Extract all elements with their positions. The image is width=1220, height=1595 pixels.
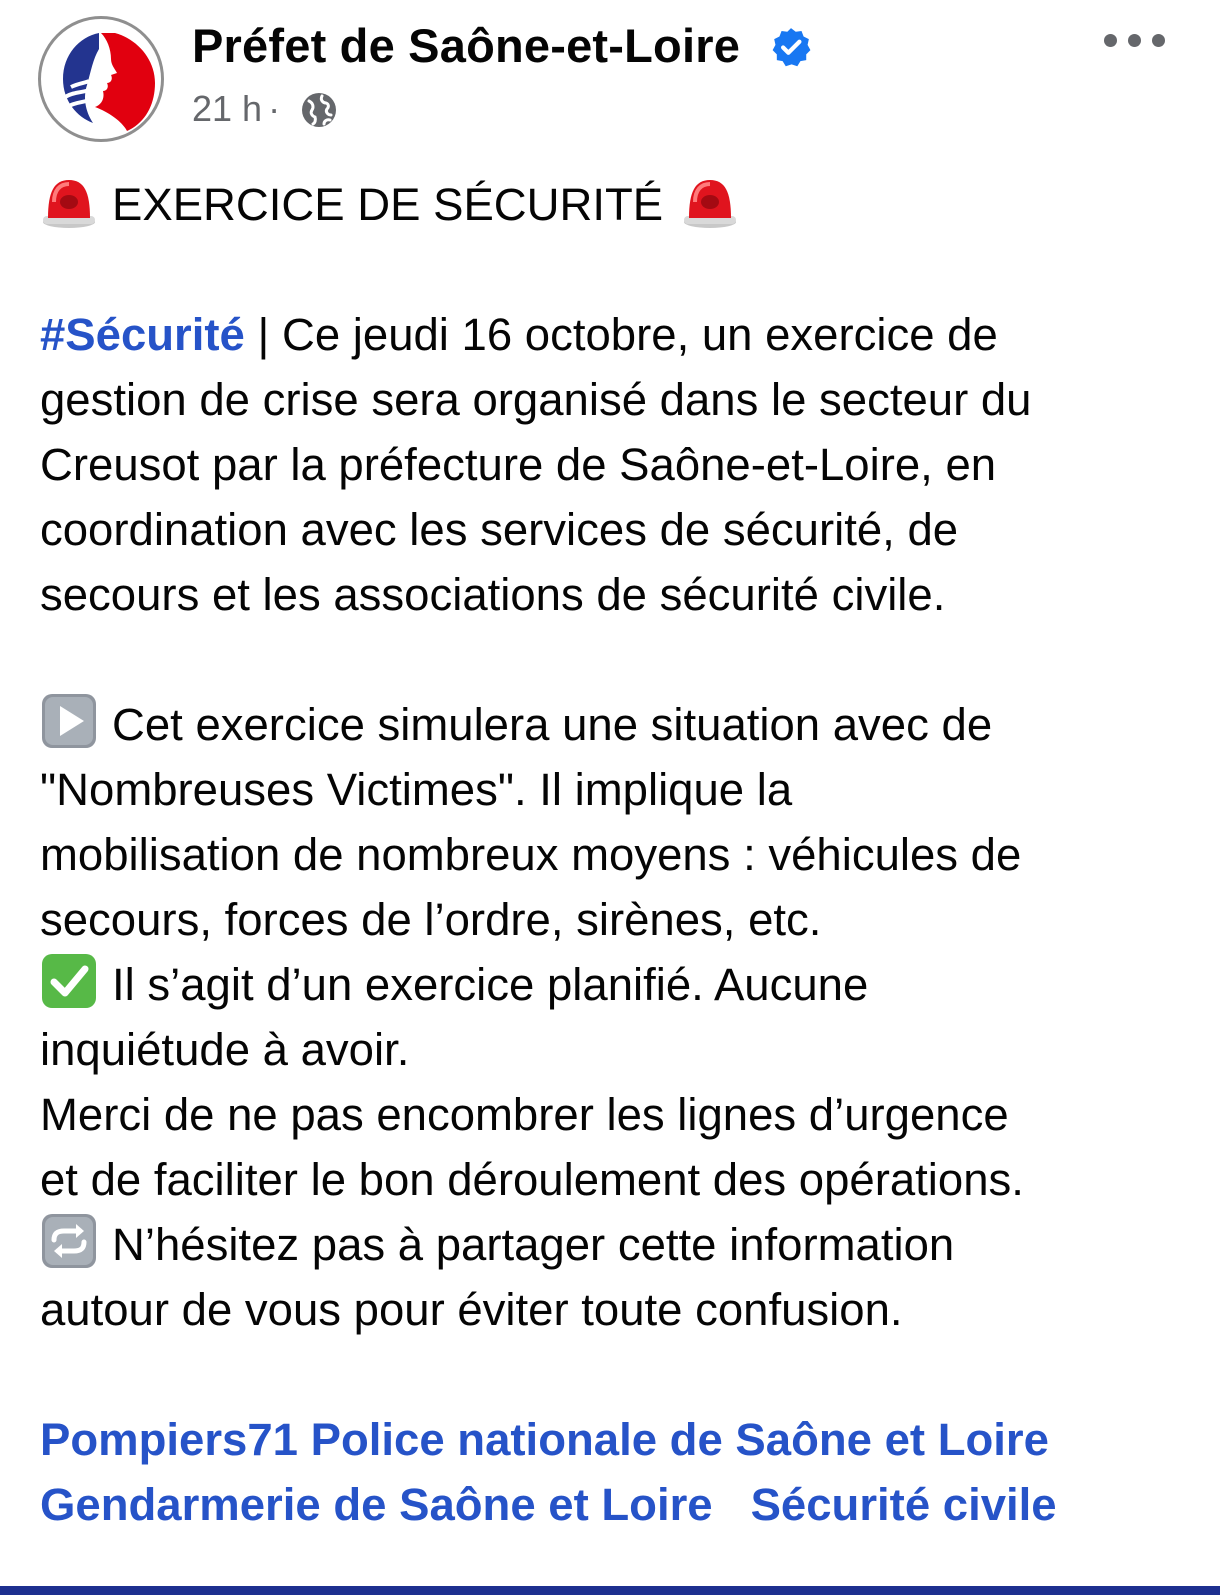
paragraph-text: Il s’agit d’un exercice planifié. Aucune (112, 959, 869, 1010)
paragraph-line (40, 302, 1200, 367)
post-title-line (40, 172, 1200, 237)
police-light-icon (40, 172, 98, 230)
mentions-line (40, 1472, 1200, 1537)
meta-separator: · (268, 88, 281, 129)
mentions-line (40, 1407, 1200, 1472)
page-avatar[interactable] (38, 16, 164, 142)
paragraph-line: et de faciliter le bon déroulement des opérations. (40, 1154, 1024, 1205)
paragraph-line: Creusot par la préfecture de Saône-et-Loire, en (40, 439, 997, 490)
page-name[interactable]: Préfet de Saône-et-Loire (192, 19, 741, 72)
paragraph-line: Merci de ne pas encombrer les lignes d’urgence (40, 1089, 1009, 1140)
post-title: EXERCICE DE SÉCURITÉ (112, 179, 664, 230)
police-light-icon (681, 172, 739, 230)
hashtag-link[interactable]: #Sécurité (40, 309, 245, 360)
check-mark-icon (40, 952, 98, 1010)
paragraph-line: secours, forces de l’ordre, sirènes, etc. (40, 894, 822, 945)
paragraph-text: N’hésitez pas à partager cette information (112, 1219, 955, 1270)
paragraph-line (40, 952, 1200, 1017)
paragraph-line (40, 1212, 1200, 1277)
paragraph-line: mobilisation de nombreux moyens : véhicules de (40, 829, 1022, 880)
paragraph-text: Cet exercice simulera une situation avec de (112, 699, 993, 750)
paragraph-line (40, 692, 1200, 757)
paragraph-line: "Nombreuses Victimes". Il implique la (40, 764, 793, 815)
verified-badge-icon (770, 26, 812, 68)
paragraph-line: inquiétude à avoir. (40, 1024, 410, 1075)
paragraph-line: gestion de crise sera organisé dans le secteur du (40, 374, 1032, 425)
paragraph-line: autour de vous pour éviter toute confusion. (40, 1284, 903, 1335)
more-options-icon[interactable] (1104, 30, 1168, 52)
mention-link[interactable]: Police nationale de Saône et Loire (310, 1414, 1049, 1465)
post-header (0, 0, 1220, 150)
post-body (40, 172, 1200, 1537)
mention-link[interactable]: Sécurité civile (750, 1479, 1057, 1530)
play-button-icon (40, 692, 98, 750)
repeat-icon (40, 1212, 98, 1270)
paragraph-text: | Ce jeudi 16 octobre, un exercice de (244, 309, 998, 360)
bottom-divider (0, 1586, 1220, 1595)
post-timestamp[interactable]: 21 h (192, 88, 263, 129)
paragraph-line: secours et les associations de sécurité civile. (40, 569, 946, 620)
mention-link[interactable]: Gendarmerie de Saône et Loire (40, 1479, 713, 1530)
mention-link[interactable]: Pompiers71 (40, 1414, 298, 1465)
paragraph-line: coordination avec les services de sécurité, de (40, 504, 959, 555)
globe-icon (300, 91, 338, 129)
marianne-logo (41, 19, 161, 139)
post-meta (192, 88, 286, 130)
